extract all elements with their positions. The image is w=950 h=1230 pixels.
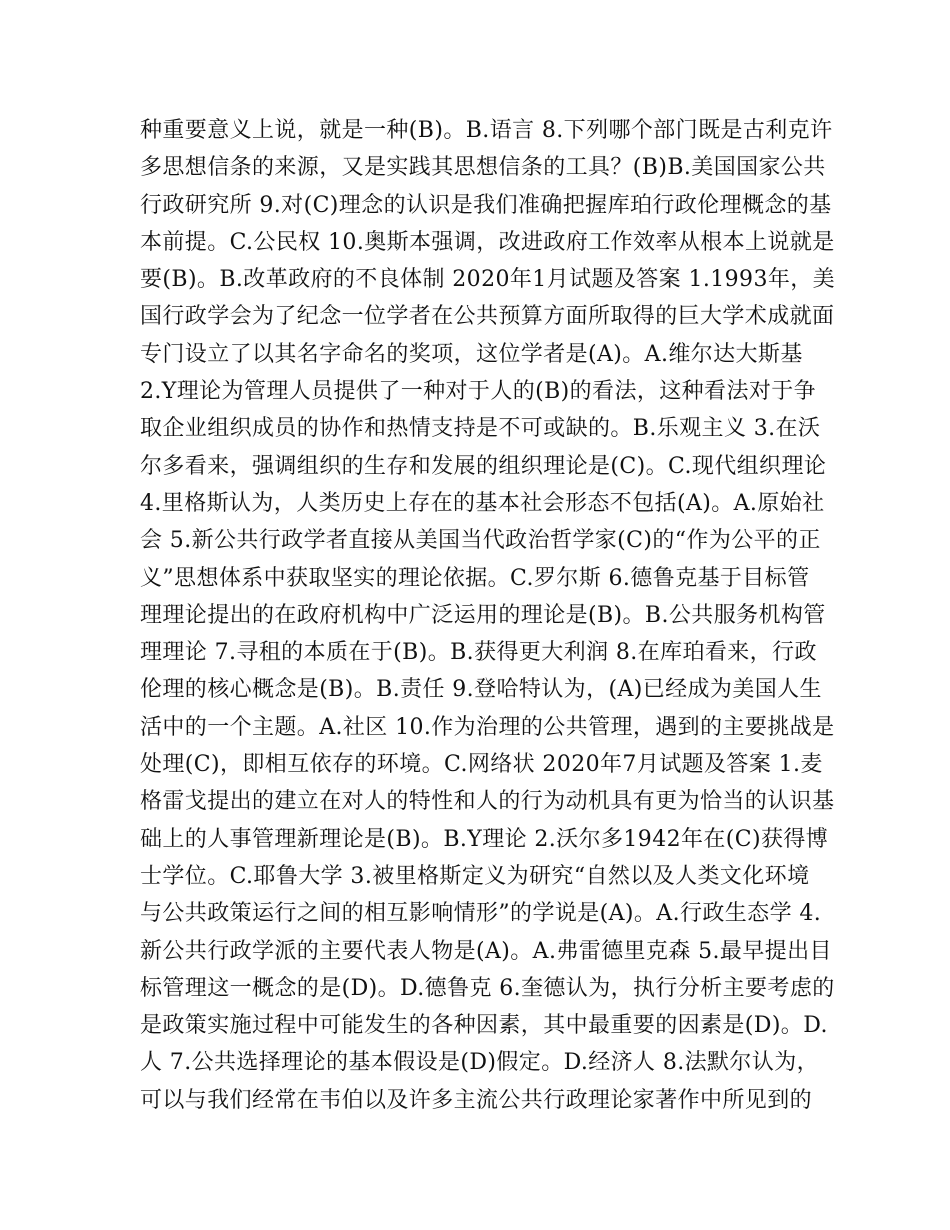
text-line: 可以与我们经常在韦伯以及许多主流公共行政理论家著作中所见到的	[140, 1087, 813, 1113]
text-line: 多思想信条的来源，又是实践其思想信条的工具？(B)B.美国国家公共	[140, 155, 826, 181]
text-line: 国行政学会为了纪念一位学者在公共预算方面所取得的巨大学术成就面	[140, 304, 835, 330]
text-line: 理理论 7.寻租的本质在于(B)。B.获得更大利润 8.在库珀看来，行政	[140, 640, 817, 666]
body-text	[140, 112, 836, 1119]
text-line: 人 7.公共选择理论的基本假设是(D)假定。D.经济人 8.法默尔认为，	[140, 1050, 820, 1076]
text-line: 会 5.新公共行政学者直接从美国当代政治哲学家(C)的“作为公平的正	[140, 528, 821, 554]
text-line: 标管理这一概念的是(D)。D.德鲁克 6.奎德认为，执行分析主要考虑的	[140, 975, 835, 1001]
text-line: 伦理的核心概念是(B)。B.责任 9.登哈特认为，(A)已经成为美国人生	[140, 677, 822, 703]
text-line: 4.里格斯认为，人类历史上存在的基本社会形态不包括(A)。A.原始社	[140, 490, 825, 516]
text-line: 士学位。C.耶鲁大学 3.被里格斯定义为研究“自然以及人类文化环境	[140, 863, 810, 889]
text-line: 格雷戈提出的建立在对人的特性和人的行为动机具有更为恰当的认识基	[140, 789, 835, 815]
text-line: 活中的一个主题。A.社区 10.作为治理的公共管理，遇到的主要挑战是	[140, 714, 835, 740]
text-line: 理理论提出的在政府机构中广泛运用的理论是(B)。B.公共服务机构管	[140, 602, 826, 628]
text-line: 是政策实施过程中可能发生的各种因素，其中最重要的因素是(D)。D.	[140, 1013, 828, 1039]
text-line: 础上的人事管理新理论是(B)。B.Y理论 2.沃尔多1942年在(C)获得博	[140, 826, 829, 852]
text-line: 处理(C)，即相互依存的环境。C.网络状 2020年7月试题及答案 1.麦	[140, 752, 823, 778]
text-line: 与公共政策运行之间的相互影响情形”的学说是(A)。A.行政生态学 4.	[140, 901, 822, 927]
text-line: 义”思想体系中获取坚实的理论依据。C.罗尔斯 6.德鲁克基于目标管	[140, 565, 810, 591]
text-line: 尔多看来，强调组织的生存和发展的组织理论是(C)。C.现代组织理论	[140, 453, 827, 479]
text-line: 取企业组织成员的协作和热情支持是不可或缺的。B.乐观主义 3.在沃	[140, 416, 821, 442]
text-line: 2.Y理论为管理人员提供了一种对于人的(B)的看法，这种看法对于争	[140, 379, 817, 405]
text-line: 本前提。C.公民权 10.奥斯本强调，改进政府工作效率从根本上说就是	[140, 229, 835, 255]
text-line: 种重要意义上说，就是一种(B)。B.语言 8.下列哪个部门既是古利克许	[140, 118, 833, 143]
text-line: 行政研究所 9.对(C)理念的认识是我们准确把握库珀行政伦理概念的基	[140, 192, 832, 218]
text-line: 要(B)。B.改革政府的不良体制 2020年1月试题及答案 1.1993年，美	[140, 267, 836, 293]
text-line: 新公共行政学派的主要代表人物是(A)。A.弗雷德里克森 5.最早提出目	[140, 938, 832, 964]
text-line: 专门设立了以其名字命名的奖项，这位学者是(A)。A.维尔达大斯基	[140, 341, 803, 367]
